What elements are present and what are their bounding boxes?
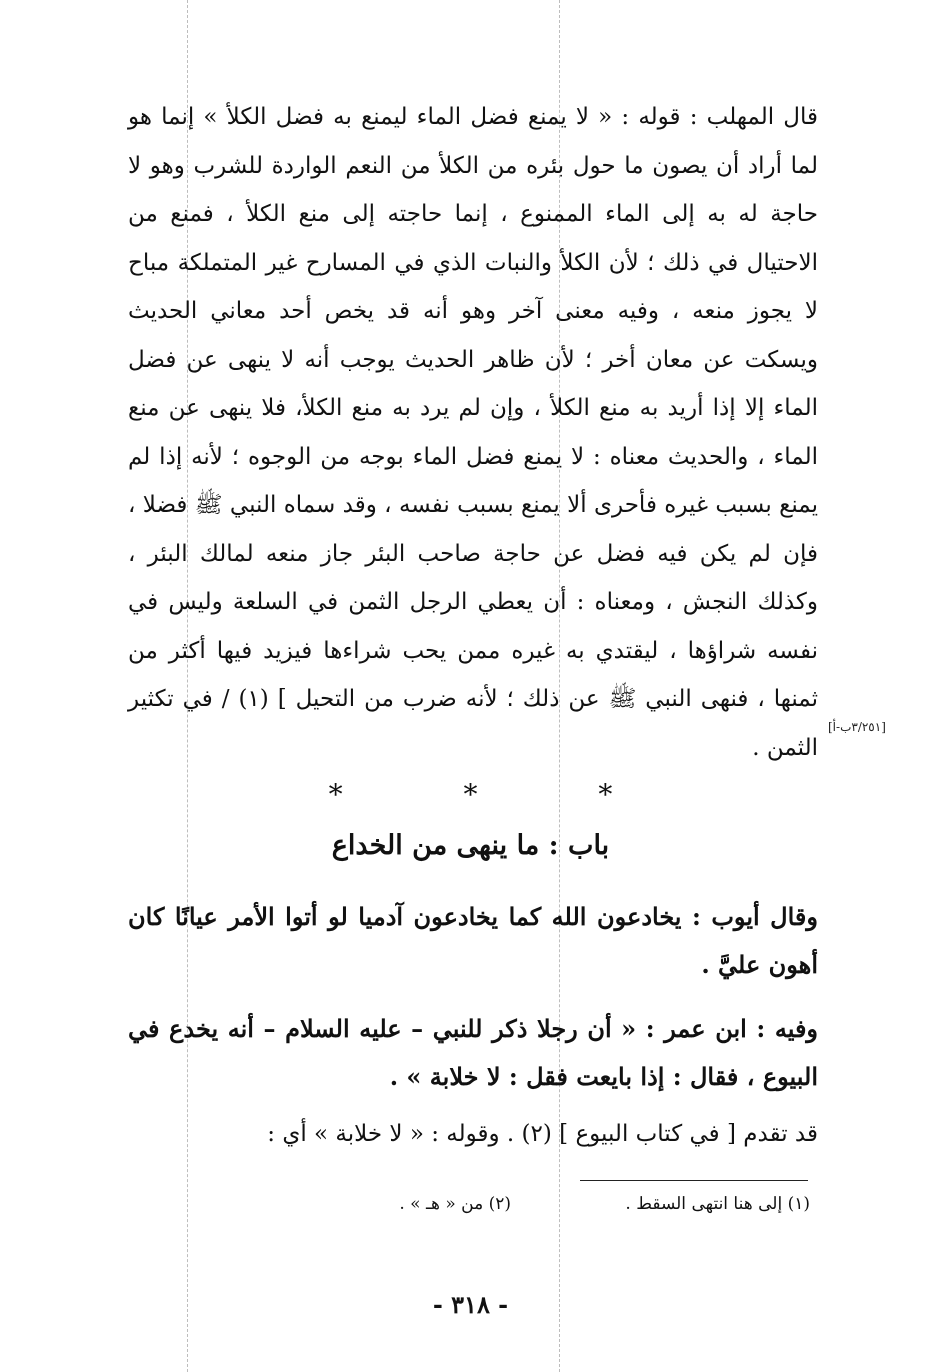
page-number: - ٣١٨ - <box>432 1290 509 1319</box>
footnote-divider <box>580 1180 808 1181</box>
ibn-umar-hadith: وفيه : ابن عمر : « أن رجلا ذكر للنبي – عليه السلام – أنه يخدع في البيوع ، فقال : إذا بايعت فقل : لا خلابة » . <box>128 1014 818 1091</box>
main-text-block <box>128 93 818 772</box>
chapter-heading: باب : ما ينهى من الخداع <box>331 830 610 861</box>
body-paragraph: قال المهلب : قوله : « لا يمنع فضل الماء ليمنع به فضل الكلأ » إنما هو لما أراد أن يصون ما حول بئره من الكلأ من النعم الواردة للشرب وهو لا حاجة له به إلى الماء الممنوع ، إنما حاجته إلى منع الكلأ ، فمنع من الاحتيال في ذلك ؛ لأن الكلأ والنبات الذي في المسارح غير المتملكة مباح لا يجوز منعه ، وفيه معنى آخر وهو أنه قد يخص أحد معاني الحديث ويسكت عن معان أخر ؛ لأن ظاهر الحديث يوجب أنه لا ينهى عن فضل الماء إلا إذا أريد به منع الكلأ ، وإن لم يرد به منع الكلأ، فلا ينهى عن منع الماء ، والحديث معناه : لا يمنع فضل الماء بوجه من الوجوه ؛ لأنه إذا لم يمنع بسبب غيره فأحرى ألا يمنع بسبب نفسه ، وقد سماه النبي ﷺ فضلا ، فإن لم يكن فيه فضل عن حاجة صاحب البئر جاز منعه لمالك البئر ، وكذلك النجش ، ومعناه : أن يعطي الرجل الثمن في السلعة وليس في نفسه شراؤها ، ليقتدي به غيره ممن يحب شراءها فيزيد فيها أكثر من ثمنها ، فنهى النبي ﷺ عن ذلك ؛ لأنه ضرب من التحيل ] (١) / في تكثير الثمن . <box>128 104 818 761</box>
manuscript-folio-marker: [٣/٢٥١ب-أ] <box>828 720 886 734</box>
ayyub-quote: وقال أيوب : يخادعون الله كما يخادعون آدميا لو أتوا الأمر عيانًا كان أهون عليَّ . <box>128 902 818 979</box>
footnote-2: (٢) من « هـ » . <box>399 1194 511 1214</box>
section-separator: * * * <box>328 778 669 811</box>
footnote-1: (١) إلى هنا انتهى السقط . <box>625 1194 810 1214</box>
commentary-line: قد تقدم [ في كتاب البيوع ] (٢) . وقوله : « لا خلابة » أي : <box>267 1121 818 1147</box>
